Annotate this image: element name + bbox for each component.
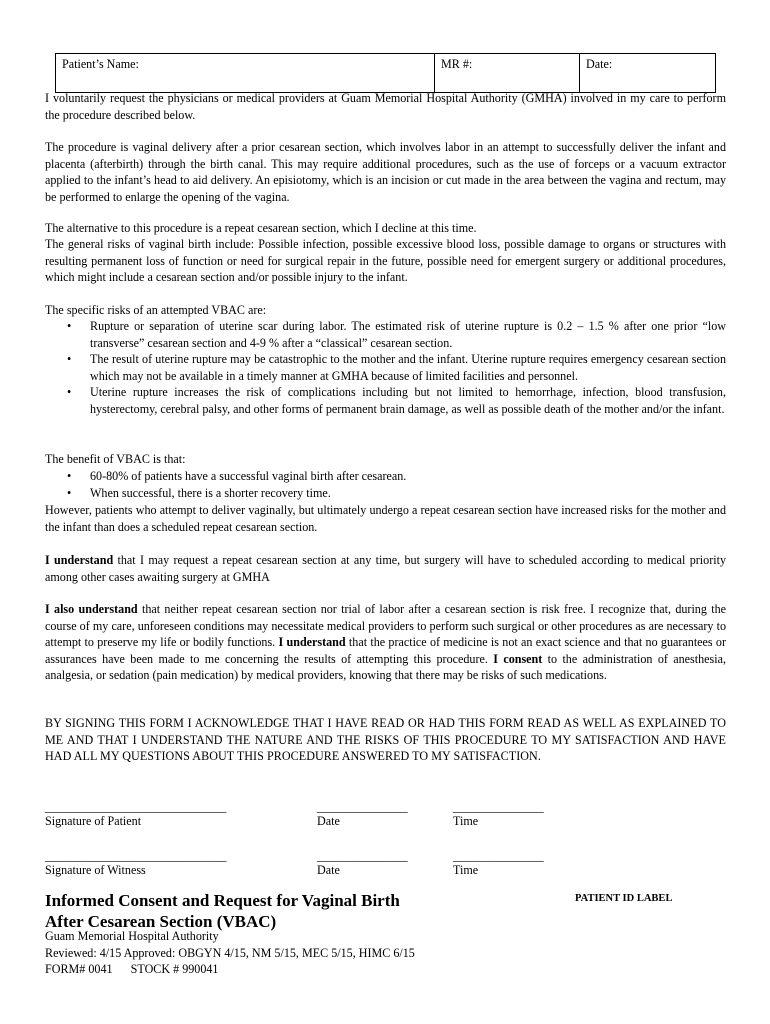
intro-paragraph: I voluntarily request the physicians or medical providers at Guam Memorial Hospital Authority (GMHA) involved in my care to perform the procedure described below.: [45, 91, 726, 122]
witness-signature-line[interactable]: ______________________________: [45, 849, 227, 863]
risk-text: Rupture or separation of uterine scar during labor. The estimated risk of uterine rupture is 0.2 – 1.5 % after one prior “low transverse” cesarean section and 4-9 % after a “classical” cesarean section.: [90, 319, 726, 350]
patient-info-table: [55, 53, 716, 93]
patient-signature-line[interactable]: ______________________________: [45, 800, 227, 814]
patient-date-label: Date: [317, 814, 340, 828]
patient-date-line[interactable]: _______________: [317, 800, 408, 814]
witness-date-line[interactable]: _______________: [317, 849, 408, 863]
procedure-paragraph: The procedure is vaginal delivery after a prior cesarean section, which involves labor in an attempt to successfully deliver the infant and placenta (afterbirth) through the birth canal. This may require additional procedures, such as the use of forceps or a vacuum extractor applied to the infant’s head to aid delivery. An episiotomy, which is an incision or cut made in the area between the vagina and rectum, may be performed to enlarge the opening of the vagina.: [45, 140, 726, 204]
bullet-icon: •: [67, 319, 72, 333]
witness-time-label: Time: [453, 863, 479, 877]
patient-time-label: Time: [453, 814, 479, 828]
witness-time-line[interactable]: _______________: [453, 849, 544, 863]
specific-risks-heading: The specific risks of an attempted VBAC are:: [45, 303, 267, 317]
form-title: [45, 890, 400, 932]
bullet-icon: •: [67, 485, 72, 500]
consent-bold: I consent: [493, 651, 543, 666]
date-label: Date:: [586, 57, 613, 71]
general-risks-paragraph: The general risks of vaginal birth include: Possible infection, possible excessive blood loss, possible damage to organs or structures with resulting permanent loss of function or need for surgical repair in the future, possible need for emergent surgery or additional procedures, which might include a cesarean section and/or possible injury to the infant.: [45, 237, 726, 285]
patient-name-label: Patient’s Name:: [62, 57, 139, 71]
list-item: [45, 384, 726, 417]
also-understand-text: that neither repeat cesarean section nor trial of labor after a cesarean section is risk free. I recognize that, during the course of my care, unforeseen conditions may necessitate medical providers to perform such surgical or other procedures as are necessary to attempt to preserve my life or bodily functions.: [45, 602, 726, 650]
also-understand-bold: I also understand: [45, 602, 138, 616]
bullet-icon: •: [67, 469, 72, 483]
acknowledgement-paragraph: BY SIGNING THIS FORM I ACKNOWLEDGE THAT I HAVE READ OR HAD THIS FORM READ AS WELL AS EXPLAINED TO ME AND THAT I UNDERSTAND THE NATURE AND THE RISKS OF THIS PROCEDURE TO MY SATISFACTION AND HAVE HAD ALL MY QUESTIONS ABOUT THIS PROCEDURE ANSWERED TO MY SATISFACTION.: [45, 716, 726, 764]
list-item: [45, 468, 726, 485]
bullet-icon: •: [67, 385, 72, 400]
witness-signature-label: Signature of Witness: [45, 863, 146, 877]
patient-name-field[interactable]: [56, 54, 435, 93]
understand-bold: I understand: [45, 553, 114, 567]
witness-date-label: Date: [317, 863, 340, 877]
list-item: [45, 318, 726, 351]
form-title-line1: Informed Consent and Request for Vaginal Birth: [45, 891, 400, 910]
also-understand-paragraph: [45, 601, 726, 684]
benefit-text: 60-80% of patients have a successful vaginal birth after cesarean.: [90, 469, 407, 483]
however-paragraph: However, patients who attempt to deliver vaginally, but ultimately undergo a repeat cesarean section have increased risks for the mother and the infant than does a scheduled repeat cesarean section.: [45, 503, 726, 534]
risk-text: Uterine rupture increases the risk of complications including but not limited to hemorrhage, infection, blood transfusion, hysterectomy, cerebral palsy, and other forms of permanent brain damage, as well as possible death of the mother and/or the infant.: [90, 385, 726, 416]
understand-bold: I understand: [278, 635, 346, 650]
specific-risks-list: [45, 318, 726, 418]
footer-reviewed: Reviewed: 4/15 Approved: OBGYN 4/15, NM 5/15, MEC 5/15, HIMC 6/15: [45, 945, 415, 960]
consent-text: to the administration of anesthesia, analgesia, or sedation (pain medication) by medical providers, knowing that there may be risks of such medications.: [45, 651, 726, 683]
list-item: [45, 351, 726, 384]
understand-text: that I may request a repeat cesarean section at any time, but surgery will have to scheduled according to medical priority among other cases awaiting surgery at GMHA: [45, 553, 726, 584]
form-title-line2: After Cesarean Section (VBAC): [45, 912, 277, 931]
mr-number-field[interactable]: [435, 54, 580, 93]
patient-id-label: PATIENT ID LABEL: [575, 893, 673, 904]
benefit-text: When successful, there is a shorter recovery time.: [90, 485, 331, 500]
patient-signature-label: Signature of Patient: [45, 814, 142, 828]
mr-label: MR #:: [441, 57, 473, 71]
footer-form-number: FORM# 0041 STOCK # 990041: [45, 962, 219, 976]
understand-paragraph: [45, 552, 726, 585]
benefit-heading: The benefit of VBAC is that:: [45, 452, 186, 466]
form-footer: [45, 928, 415, 978]
benefits-list: [45, 468, 726, 501]
patient-time-line[interactable]: _______________: [453, 800, 544, 814]
risk-text: The result of uterine rupture may be catastrophic to the mother and the infant. Uterine rupture requires emergency cesarean section which may not be available in a timely manner at GMHA because of limited facilities and personnel.: [90, 352, 726, 383]
footer-org: Guam Memorial Hospital Authority: [45, 929, 219, 943]
list-item: [45, 485, 726, 502]
bullet-icon: •: [67, 352, 72, 367]
alternative-paragraph: The alternative to this procedure is a repeat cesarean section, which I decline at this time.: [45, 221, 477, 235]
understand-text: that the practice of medicine is not an exact science and that no guarantees or assurances have been made to me concerning the results of attempting this procedure.: [45, 635, 726, 666]
date-field[interactable]: [580, 54, 716, 93]
